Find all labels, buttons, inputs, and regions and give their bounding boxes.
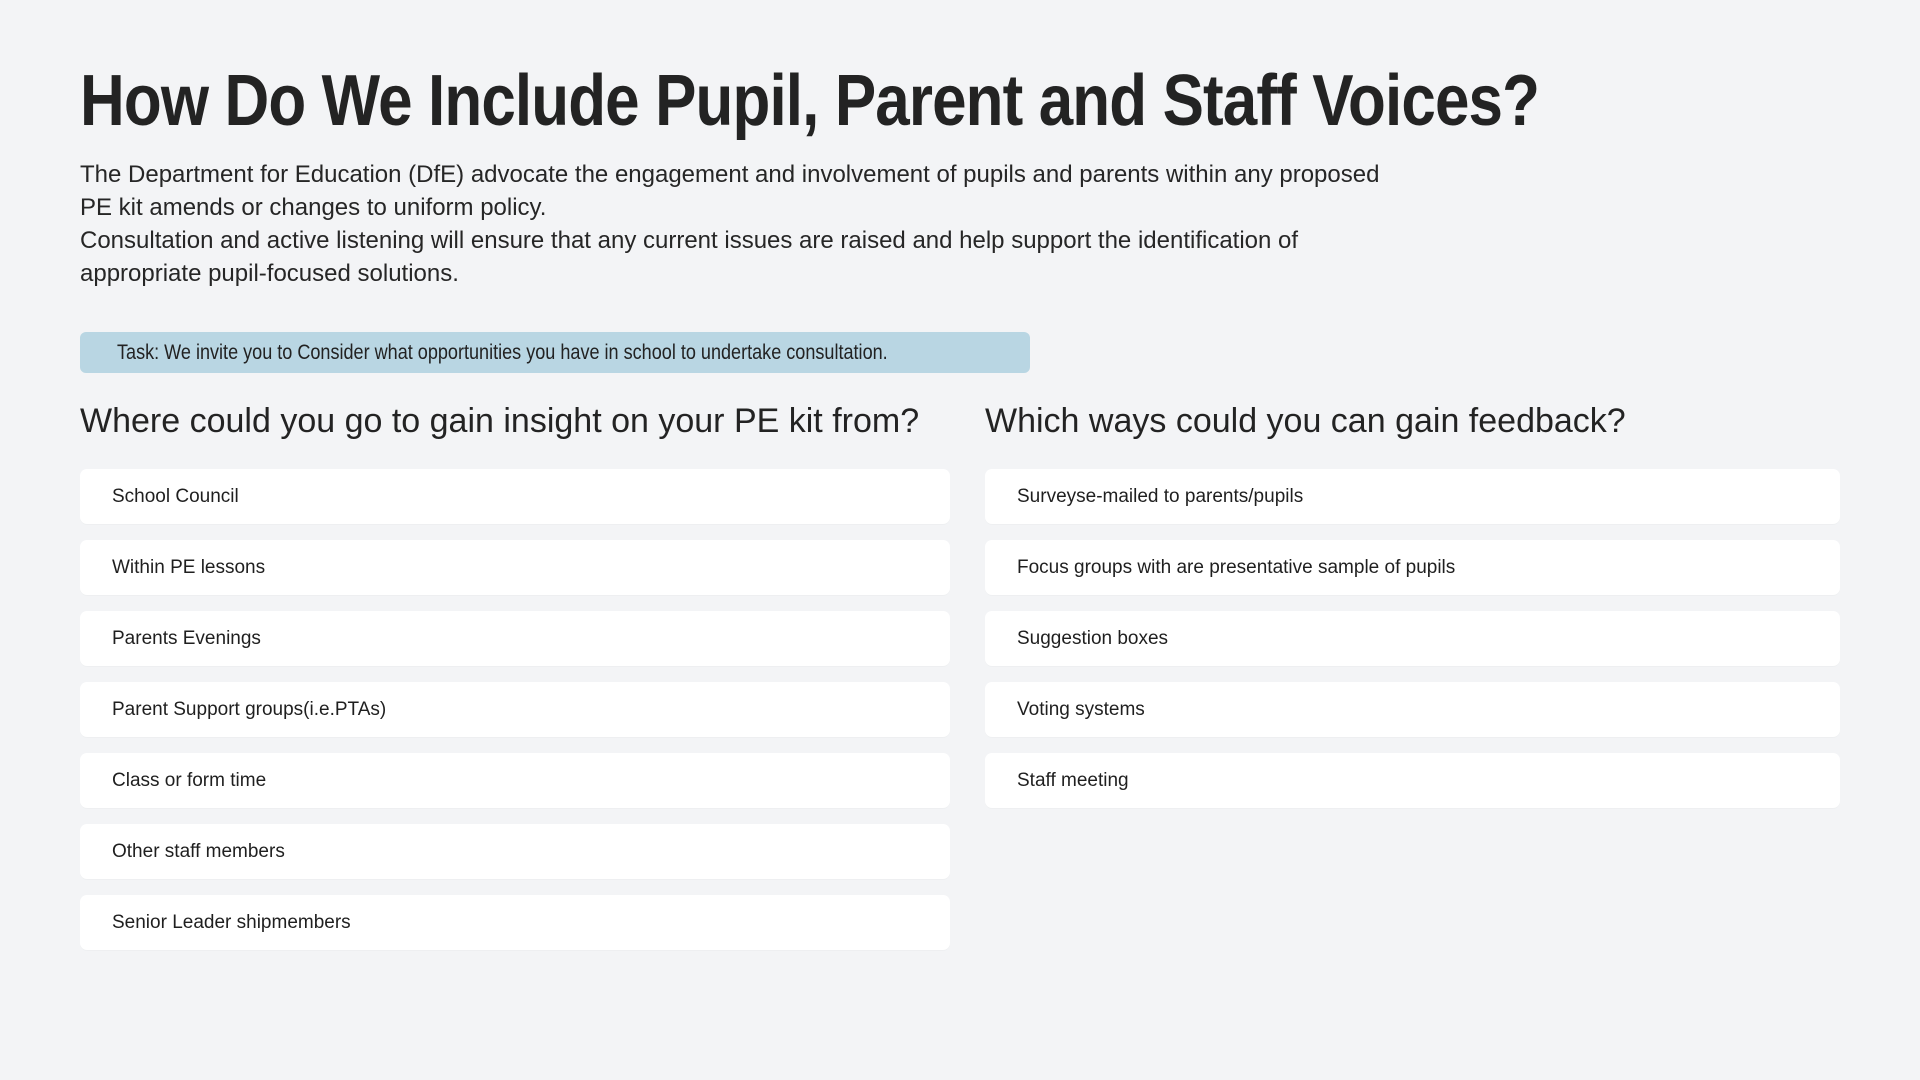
task-banner: [80, 332, 1030, 373]
intro-text: [80, 158, 1410, 290]
intro-paragraph-1: The Department for Education (DfE) advocate the engagement and involvement of pupils and parents within any proposed PE kit amends or changes to uniform policy.: [80, 161, 1380, 221]
list-item: Voting systems: [985, 682, 1840, 737]
insight-sources-list: [80, 469, 950, 950]
insight-sources-column: [80, 402, 950, 966]
feedback-methods-list: [985, 469, 1840, 808]
task-text: Task: We invite you to Consider what opportunities you have in school to undertake consultation.: [117, 340, 888, 364]
insight-sources-heading: Where could you go to gain insight on your PE kit from?: [80, 402, 920, 440]
list-item: Parents Evenings: [80, 611, 950, 666]
slide: [80, 0, 1840, 1080]
feedback-methods-column: [985, 402, 1840, 824]
list-item: School Council: [80, 469, 950, 524]
intro-paragraph-2: Consultation and active listening will ensure that any current issues are raised and help support the identification of appropriate pupil-focused solutions.: [80, 227, 1299, 287]
list-item: Suggestion boxes: [985, 611, 1840, 666]
list-item: Staff meeting: [985, 753, 1840, 808]
list-item: Class or form time: [80, 753, 950, 808]
list-item: Focus groups with are presentative sample of pupils: [985, 540, 1840, 595]
list-item: Within PE lessons: [80, 540, 950, 595]
list-item: Surveyse-mailed to parents/pupils: [985, 469, 1840, 524]
feedback-methods-heading: Which ways could you can gain feedback?: [985, 402, 1626, 440]
page-title: How Do We Include Pupil, Parent and Staff Voices?: [80, 61, 1540, 141]
list-item: Other staff members: [80, 824, 950, 879]
list-item: Parent Support groups(i.e.PTAs): [80, 682, 950, 737]
list-item: Senior Leader shipmembers: [80, 895, 950, 950]
